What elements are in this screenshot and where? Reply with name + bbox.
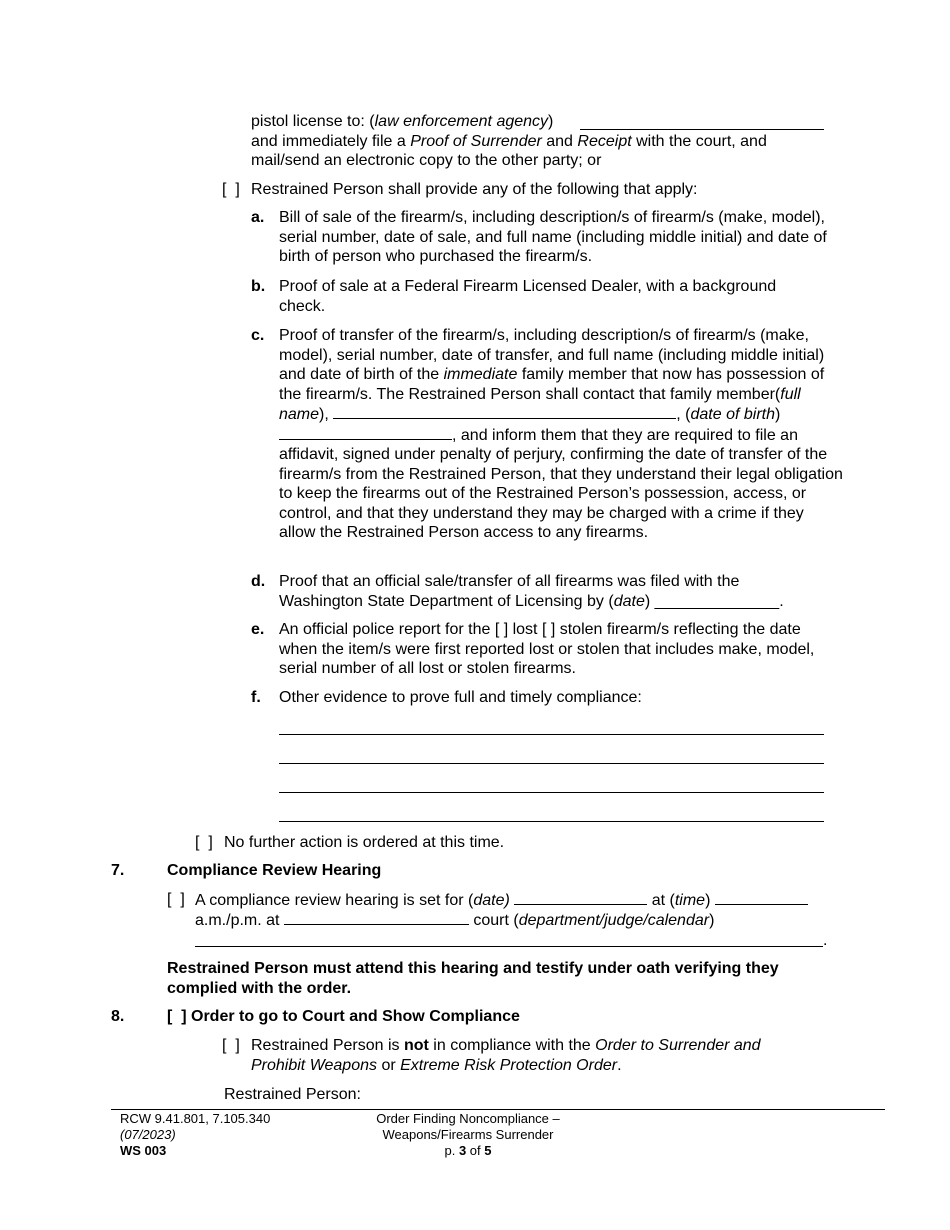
hearing-line1: A compliance review hearing is set for (date) at (time): [195, 890, 808, 911]
item-a-label: a.: [251, 209, 265, 226]
item-b-text: Proof of sale at a Federal Firearm Licensed Dealer, with a background check.: [279, 278, 777, 315]
footer-divider: [111, 1109, 885, 1110]
item-f-label: f.: [251, 689, 261, 706]
evidence-line-3[interactable]: [279, 792, 824, 793]
footer-form-number: WS 003: [120, 1143, 167, 1158]
evidence-line-2[interactable]: [279, 763, 824, 764]
intro-line3: mail/send an electronic copy to the other party; or: [251, 152, 602, 169]
hearing-warning: Restrained Person must attend this hearing and testify under oath verifying they complied with the order.: [167, 960, 779, 997]
hearing-location-line[interactable]: [284, 910, 469, 925]
hearing-time-line[interactable]: [715, 890, 808, 905]
footer-page: p. 3 of 5: [444, 1143, 492, 1158]
footer-center: [340, 1111, 596, 1159]
intro-line2: and immediately file a Proof of Surrender and Receipt with the court, and: [251, 132, 767, 150]
item-e-label: e.: [251, 621, 265, 638]
item-b-label: b.: [251, 278, 266, 295]
footer-title-1: Order Finding Noncompliance –: [376, 1111, 560, 1126]
section7-title: Compliance Review Hearing: [167, 862, 382, 879]
hearing-date-line[interactable]: [514, 890, 647, 905]
hearing-department-line[interactable]: [195, 946, 823, 947]
footer-title-2: Weapons/Firearms Surrender: [382, 1127, 554, 1142]
intro-line1: pistol license to: (law enforcement agency): [251, 113, 554, 130]
footer-rcw: RCW 9.41.801, 7.105.340: [120, 1111, 271, 1126]
noncompliance-text: Restrained Person is not in compliance with the Order to Surrender and Prohibit Weapons or Extreme Risk Protection Order.: [251, 1037, 761, 1074]
section8-number: 8.: [111, 1008, 125, 1025]
family-member-name-line[interactable]: [333, 404, 676, 419]
section8-title: [ ] Order to go to Court and Show Compliance: [167, 1008, 520, 1025]
restrained-person-label: Restrained Person:: [224, 1086, 361, 1103]
footer-date: (07/2023): [120, 1127, 176, 1142]
item-e-text: An official police report for the [ ] lost [ ] stolen firearm/s reflecting the date when the item/s were first reported lost or stolen that includes make, model, serial number of all lost or stolen firearms.: [279, 621, 815, 677]
agency-fill-line[interactable]: [580, 129, 824, 130]
evidence-line-1[interactable]: [279, 734, 824, 735]
section7-number: 7.: [111, 862, 125, 879]
item-d-label: d.: [251, 573, 266, 590]
hearing-line2: a.m./p.m. at court (department/judge/calendar): [195, 912, 715, 929]
item-c-label: c.: [251, 327, 265, 344]
item-c-text: Proof of transfer of the firearm/s, including description/s of firearm/s (make, model), serial number, date of transfer, and full name (including middle initial) and date of birth of the immediate family member that now has possession of the firearm/s. The Restrained Person shall contact that family member(full name), , (date of birth) , and inform them that they are required to file an affidavit, signed under penalty of perjury, confirming the date of transfer of the firearm/s from the Restrained Person, that they understand their legal obligation to keep the firearms out of the Restrained Person’s possession, access, or control, and that they understand they may be charged with a crime if they allow the Restrained Person access to any firearms.: [279, 327, 843, 541]
footer-left: [120, 1111, 270, 1159]
item-a-text: Bill of sale of the firearm/s, including description/s of firearm/s (make, model), serial number, date of sale, and full name (including middle initial) and date of birth of person who purchased the firearm/s.: [279, 209, 827, 265]
item-d-text: Proof that an official sale/transfer of all firearms was filed with the Washington State Department of Licensing by (date) ______________.: [279, 573, 784, 610]
provide-text: Restrained Person shall provide any of the following that apply:: [251, 181, 698, 198]
item-f-text: Other evidence to prove full and timely compliance:: [279, 689, 642, 706]
provide-checkbox[interactable]: [ ]: [222, 181, 240, 198]
noncompliance-checkbox[interactable]: [ ]: [222, 1037, 240, 1054]
hearing-line-period: .: [823, 932, 828, 949]
evidence-line-4[interactable]: [279, 821, 824, 822]
hearing-checkbox[interactable]: [ ]: [167, 891, 185, 908]
no-further-checkbox[interactable]: [ ]: [195, 834, 213, 851]
intro-block: [251, 112, 851, 171]
no-further-text: No further action is ordered at this time.: [224, 834, 505, 851]
family-member-dob-line[interactable]: [279, 425, 452, 440]
